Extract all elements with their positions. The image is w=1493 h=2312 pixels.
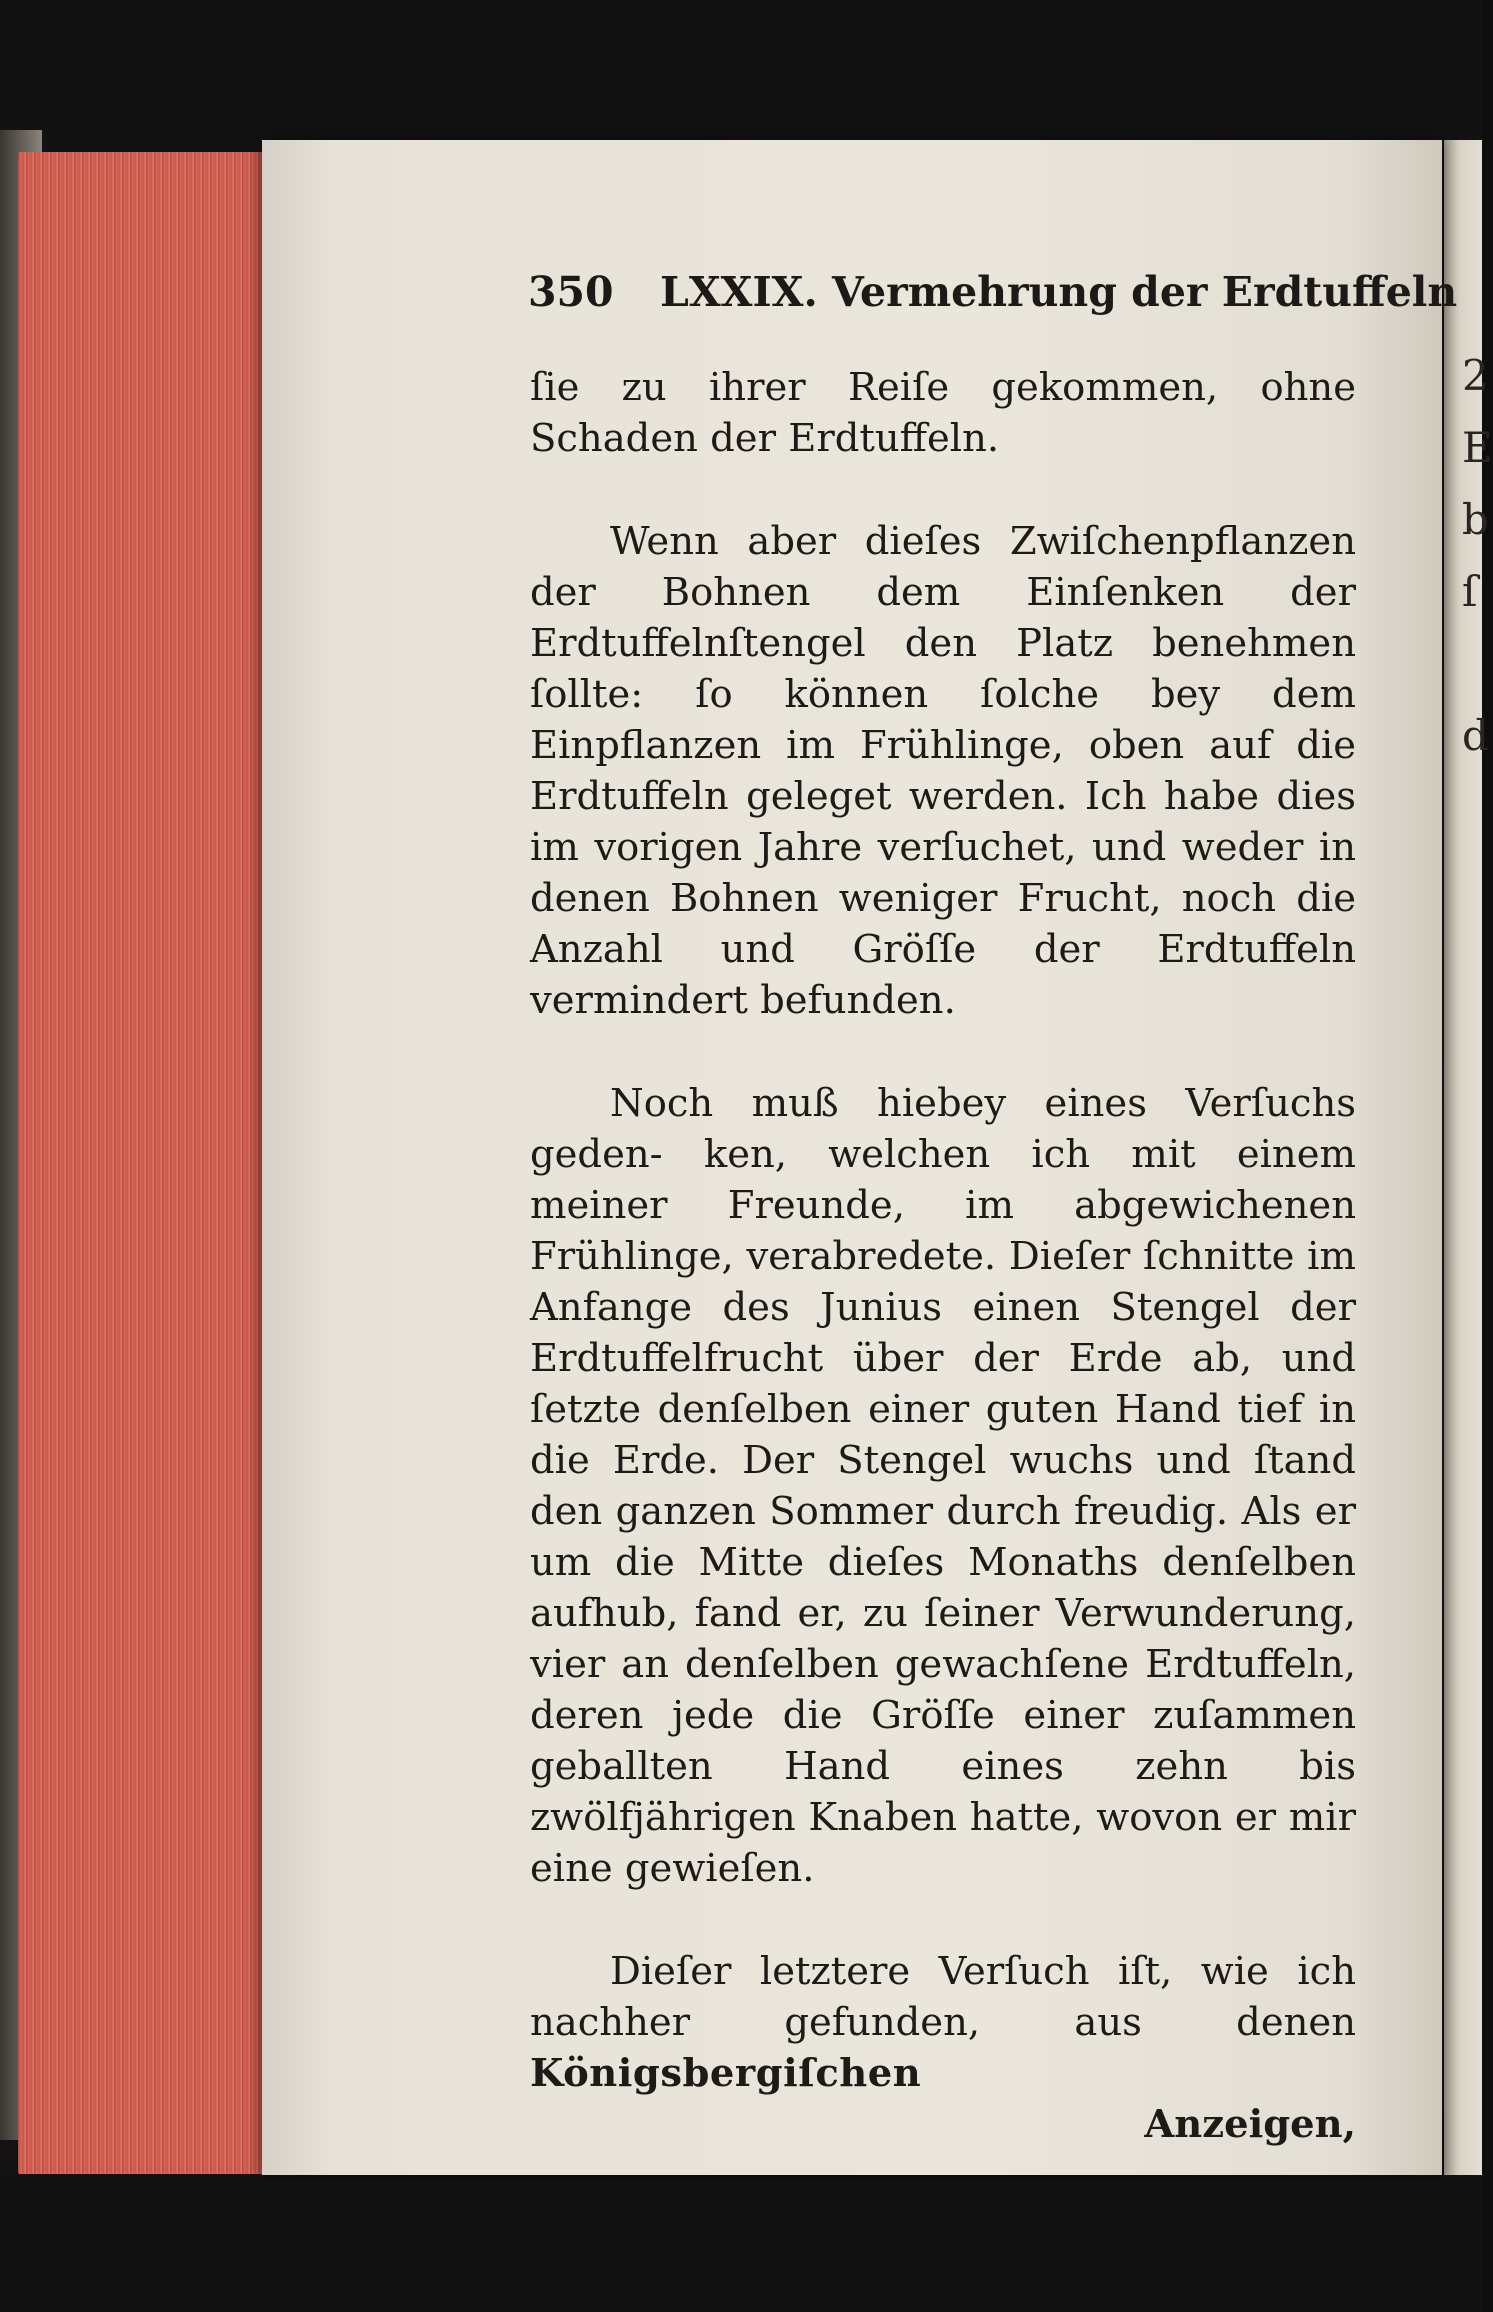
paragraph-1: ſie zu ihrer Reiſe gekommen, ohne Schaden der Erdtuffeln.: [530, 365, 1356, 461]
page-number: 350: [528, 268, 614, 316]
facing-page-fragments: 2 E b ſ d: [1462, 351, 1493, 760]
catchword: Anzeigen,: [1144, 2102, 1356, 2147]
body-text: [530, 362, 1356, 2150]
page-header: [528, 268, 1458, 338]
red-page-edges: [18, 152, 276, 2174]
paragraph-4: [530, 1946, 1356, 2099]
paragraph-4-text: Dieſer letztere Verſuch iſt, wie ich nachher gefunden, aus denen: [530, 1949, 1356, 2045]
running-head: LXXIX. Vermehrung der Erdtuffeln: [660, 268, 1458, 316]
paragraph-3: Noch muß hiebey eines Verſuchs geden- ken, welchen ich mit einem meiner Freunde, im abgewichenen Frühlinge, verabredete. Dieſer ſchnitte im Anfange des Junius einen Stengel der Erdtuffelfrucht über der Erde ab, und ſetzte denſelben einer guten Hand tief in die Erde. Der Stengel wuchs und ſtand den ganzen Sommer durch freudig. Als er um die Mitte dieſes Monaths denſelben aufhub, fand er, zu ſeiner Verwunderung, vier an denſelben gewachſene Erdtuffeln, deren jede die Gröſſe einer zuſammen geballten Hand eines zehn bis zwölfjährigen Knaben hatte, wovon er mir eine gewieſen.: [530, 1081, 1356, 1891]
bold-phrase: Königsbergiſchen: [530, 2051, 922, 2096]
paragraph-2: Wenn aber dieſes Zwiſchenpflanzen der Bohnen dem Einſenken der Erdtuffelnſtengel den Platz benehmen ſollte: ſo können ſolche bey dem Einpflanzen im Frühlinge, oben auf die Erdtuffeln geleget werden. Ich habe dies im vorigen Jahre verſuchet, und weder in denen Bohnen weniger Frucht, noch die Anzahl und Gröſſe der Erdtuffeln vermindert befunden.: [530, 519, 1356, 1023]
